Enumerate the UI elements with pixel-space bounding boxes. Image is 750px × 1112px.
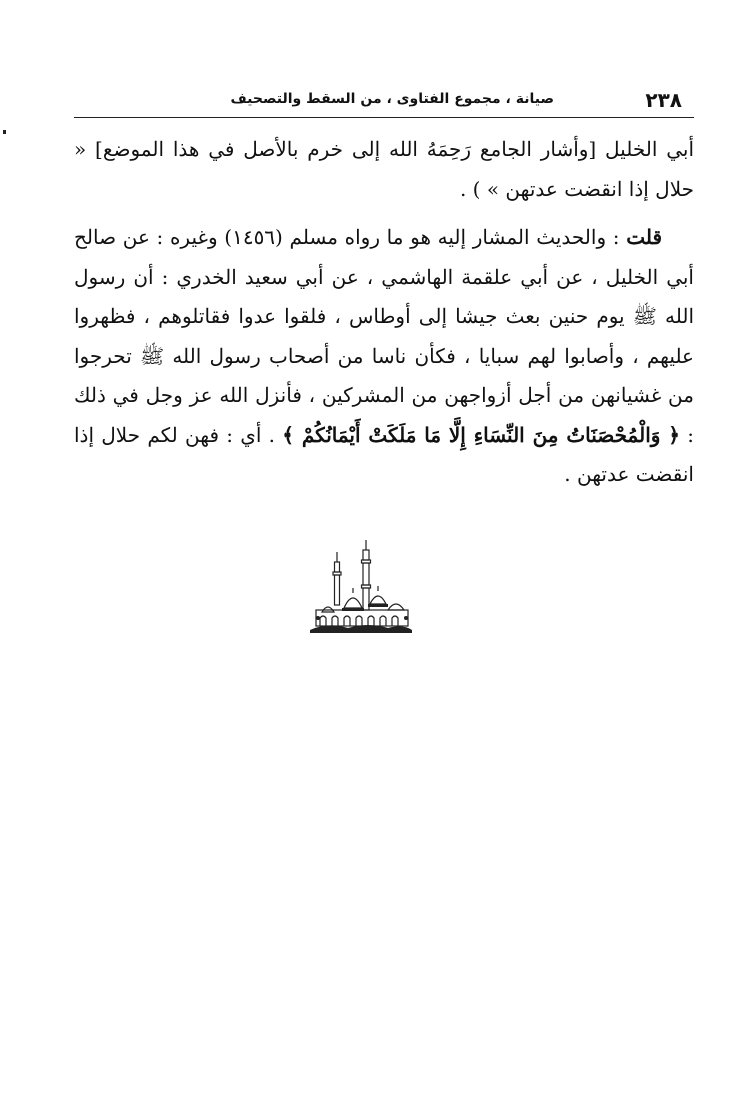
running-title: صيانة ، مجموع الفتاوى ، من السقط والتصحيف (230, 91, 554, 107)
quran-verse: ﴿ وَالْمُحْصَنَاتُ مِنَ النِّسَاءِ إِلَّا مَا مَلَكَتْ أَيْمَانُكُمْ ﴾ (282, 422, 680, 447)
scan-edge-mark (3, 130, 6, 134)
page-number: ٢٣٨ (645, 88, 682, 112)
body-text (74, 130, 694, 495)
paragraph-1: أبي الخليل [وأشار الجامع رَحِمَهُ الله إلى خرم بالأصل في هذا الموضع] « حلال إذا انقضت عدتهن » ) . (74, 137, 694, 201)
paragraph-lead-word: قلت (626, 225, 663, 249)
page-header (74, 88, 694, 112)
paragraph-2-end: . أي : فهن لكم حلال إذا انقضت عدتهن . (74, 422, 694, 486)
mosque-ornament-icon (308, 538, 414, 633)
header-rule (74, 117, 694, 118)
paragraph-2-text: : والحديث المشار إليه هو ما رواه مسلم (١٤٥٦) وغيره : عن صالح أبي الخليل ، عن أبي علقمة الهاشمي ، عن أبي سعيد الخدري : أن رسول الله ﷺ يوم حنين بعث جيشا إلى أوطاس ، فلقوا عدوا فقاتلوهم ، فظهروا عليهم ، وأصابوا لهم سبايا ، فكأن ناسا من أصحاب رسول الله ﷺ تحرجوا من غشيانهن من أجل أزواجهن من المشركين ، فأنزل الله عز وجل في ذلك : (74, 225, 694, 447)
paragraph-2 (74, 218, 694, 495)
